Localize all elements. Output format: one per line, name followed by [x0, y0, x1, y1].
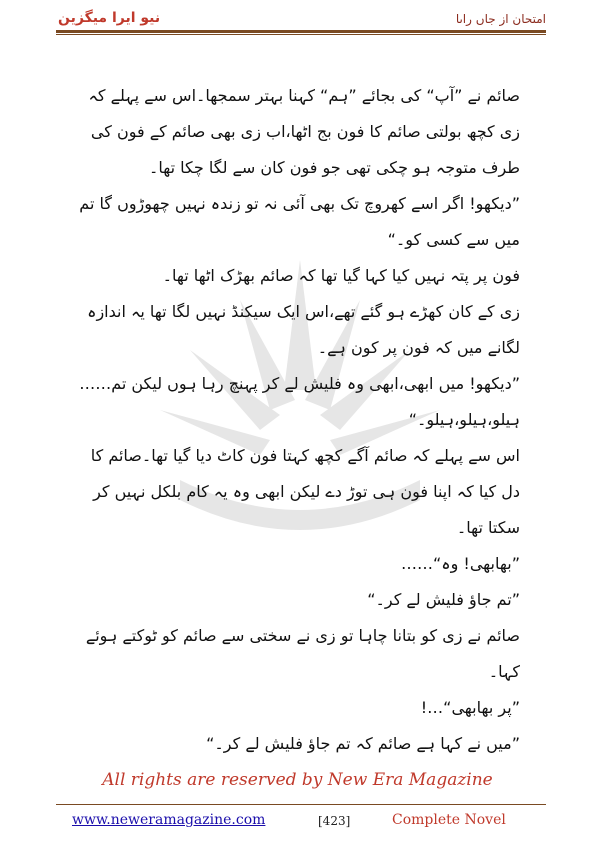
paragraph: ”بھابھی! وہ“……: [400, 554, 520, 573]
paragraph: ”پر بھابھی“…!: [420, 698, 520, 717]
paragraph: زی کے کان کھڑے ہو گئے تھے،اس ایک سیکنڈ نہیں لگا تھا یہ اندازہ لگانے میں کہ فون پر کون ہے۔: [87, 302, 520, 357]
paragraph: صائم نے ”آپ“ کی بجائے ”ہم“ کہنا بہتر سمجھا۔اس سے پہلے کہ زی کچھ بولتی صائم کا فون بج اٹھا،اب زی بھی صائم کے فون کی طرف متوجہ ہو چکی تھی جو فون کان سے لگا چکا تھا۔: [88, 86, 520, 177]
header-rule-thick: [56, 30, 546, 33]
paragraph: فون پر پتہ نہیں کیا کہا گیا تھا کہ صائم بھڑک اٹھا تھا۔: [162, 266, 520, 285]
paragraph: ”دیکھو! اگر اسے کھروچ تک بھی آئی نہ تو زندہ نہیں چھوڑوں گا تم میں سے کسی کو۔“: [79, 194, 520, 249]
novel-text: [74, 78, 520, 762]
paragraph: صائم نے زی کو بتانا چاہا تو زی نے سختی سے صائم کو ٹوکتے ہوئے کہا۔: [85, 626, 520, 681]
website-link[interactable]: www.neweramagazine.com: [72, 812, 266, 828]
paragraph: اس سے پہلے کہ صائم آگے کچھ کہتا فون کاٹ دیا گیا تھا۔صائم کا دل کیا کہ اپنا فون ہی توڑ دے لیکن ابھی وہ یہ کام بلکل نہیں کر سکتا تھا۔: [90, 446, 520, 537]
page-number: [423]: [318, 814, 351, 828]
footer-rule: [56, 804, 546, 805]
paragraph: ”تم جاؤ فلیش لے کر۔“: [367, 590, 520, 609]
page-footer: [0, 812, 595, 836]
novel-type: Complete Novel: [392, 812, 506, 828]
magazine-name: نیو ایرا میگزین: [58, 10, 161, 26]
novel-title: امتحان از جاں راںا: [455, 12, 546, 26]
paragraph: ”میں نے کہا ہے صائم کہ تم جاؤ فلیش لے کر۔“: [206, 734, 520, 753]
header-rule-thin: [56, 34, 546, 35]
rights-notice: All rights are reserved by New Era Magazine: [102, 770, 493, 790]
page-header: [28, 6, 568, 32]
paragraph: ”دیکھو! میں ابھی،ابھی وہ فلیش لے کر پہنچ رہا ہوں لیکن تم……ہیلو،ہیلو،ہیلو۔“: [79, 374, 520, 429]
